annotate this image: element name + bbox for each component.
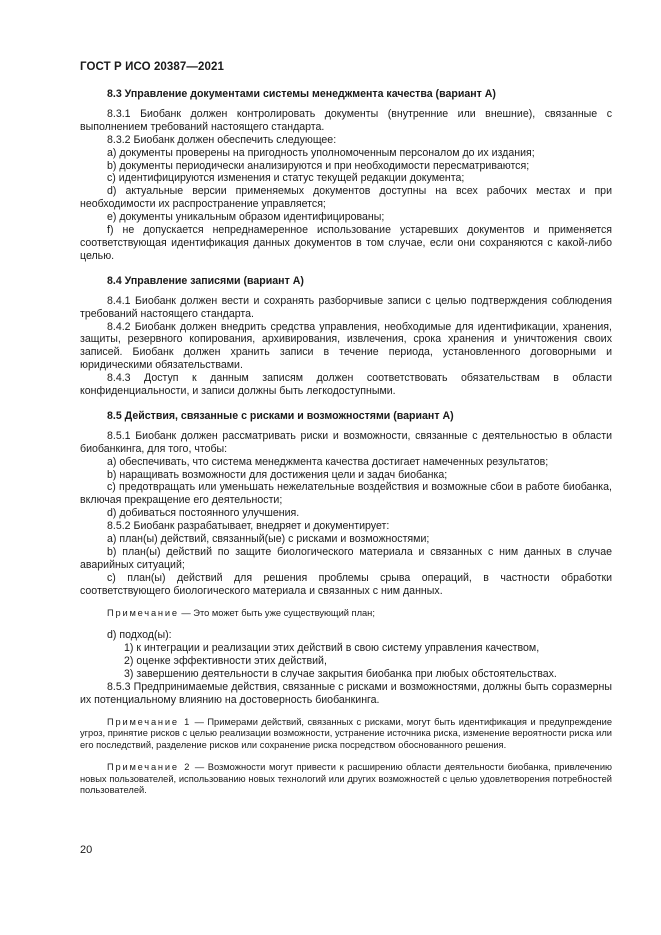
note-text: — Это может быть уже существующий план; [178,607,375,618]
list-item: d) подход(ы): [107,629,172,642]
list-item: d) актуальные версии применяемых документов доступны на всех рабочих местах и при необходимости их распространение управляется; [80,185,612,211]
list-item: 2) оценке эффективности этих действий, [124,655,327,668]
list-item: b) наращивать возможности для достижения цели и задач биобанка; [107,468,448,481]
clause-8-5-2: 8.5.2 Биобанк разрабатывает, внедряет и документирует: [107,520,390,533]
section-8-3-heading: 8.3 Управление документами системы менеджмента качества (вариант А) [107,88,496,100]
list-item: a) план(ы) действий, связанный(ые) с рисками и возможностями; [107,533,430,546]
list-item: b) документы периодически анализируются и при необходимости пересматриваются; [107,159,530,172]
list-item: c) предотвращать или уменьшать нежелательные воздействия и возможные сбои в работе биобанка, включая прекращение его деятельности; [80,481,612,507]
note-1 [80,717,612,752]
note-text: — Возможности могут привести к расширению области деятельности биобанка, привлечению новых пользователей, использованию новых технологий или других возможностей с целью удовлетворения потребностей пользователей. [80,761,612,796]
list-item: e) документы уникальным образом идентифицированы; [107,211,385,224]
clause-8-5-1: 8.5.1 Биобанк должен рассматривать риски и возможности, связанные с деятельностью в области биобанкинга, для того, чтобы: [80,429,612,455]
section-8-4-heading: 8.4 Управление записями (вариант А) [107,274,304,287]
page-content [80,88,612,797]
list-item: c) план(ы) действий для решения проблемы срыва операций, в частности обработки соответствующего биологического материала и связанных с ним данных. [80,571,612,597]
note-label: Примечание [107,607,179,618]
note [80,608,612,620]
note-label: Примечание 1 [107,716,192,727]
note-2 [80,762,612,797]
list-item: 1) к интеграции и реализации этих действий в свою систему управления качеством, [124,642,540,655]
list-item: a) обеспечивать, что система менеджмента качества достигает намеченных результатов; [107,455,549,468]
page-number: 20 [80,844,93,856]
clause-8-3-2: 8.3.2 Биобанк должен обеспечить следующее: [107,133,337,146]
list-item: c) идентифицируются изменения и статус текущей редакции документа; [107,172,465,185]
section-8-5-heading: 8.5 Действия, связанные с рисками и возможностями (вариант А) [107,409,454,422]
clause-8-5-3: 8.5.3 Предпринимаемые действия, связанные с рисками и возможностями, должны быть соразмерны их потенциальному влиянию на достоверность биобанкинга. [80,680,612,706]
note-label: Примечание 2 [107,761,192,772]
list-item: f) не допускается непреднамеренное использование устаревших документов и применяется соответствующая идентификация данных документов в том случае, если они сохраняются с какой-либо целью. [80,224,612,262]
standard-header: ГОСТ Р ИСО 20387—2021 [80,61,225,73]
note-text: — Примерами действий, связанных с рисками, могут быть идентификация и предупреждение угроз, принятие рисков с целью реализации возможности, устранение источника риска, изменение вероятности риска или его последствий, разделение рисков или сохранение риска посредством обоснованного решения. [80,716,612,751]
list-item: b) план(ы) действий по защите биологического материала и связанных с ним данных в случае аварийных ситуаций; [80,546,612,571]
clause-8-3-1: 8.3.1 Биобанк должен контролировать документы (внутренние или внешние), связанные с выполнением требований настоящего стандарта. [80,107,612,133]
clause-8-4-2: 8.4.2 Биобанк должен внедрить средства управления, необходимые для идентификации, хранения, защиты, резервного копирования, архивирования, извлечения, срока хранения и уничтожения своих записей. Биобанк должен хранить записи в течение периода, установленного договорными и юридическими обязательствами. [80,320,612,372]
list-item: d) добиваться постоянного улучшения. [107,507,300,520]
list-item: a) документы проверены на пригодность уполномоченным персоналом до их издания; [107,146,535,159]
clause-8-4-3: 8.4.3 Доступ к данным записям должен соответствовать обязательствам в области конфиденциальности, и записи должны быть легкодоступными. [80,372,612,398]
list-item: 3) завершению деятельности в случае закрытия биобанка при любых обстоятельствах. [124,668,557,681]
clause-8-4-1: 8.4.1 Биобанк должен вести и сохранять разборчивые записи с целью подтверждения соблюдения требований настоящего стандарта. [80,294,612,320]
